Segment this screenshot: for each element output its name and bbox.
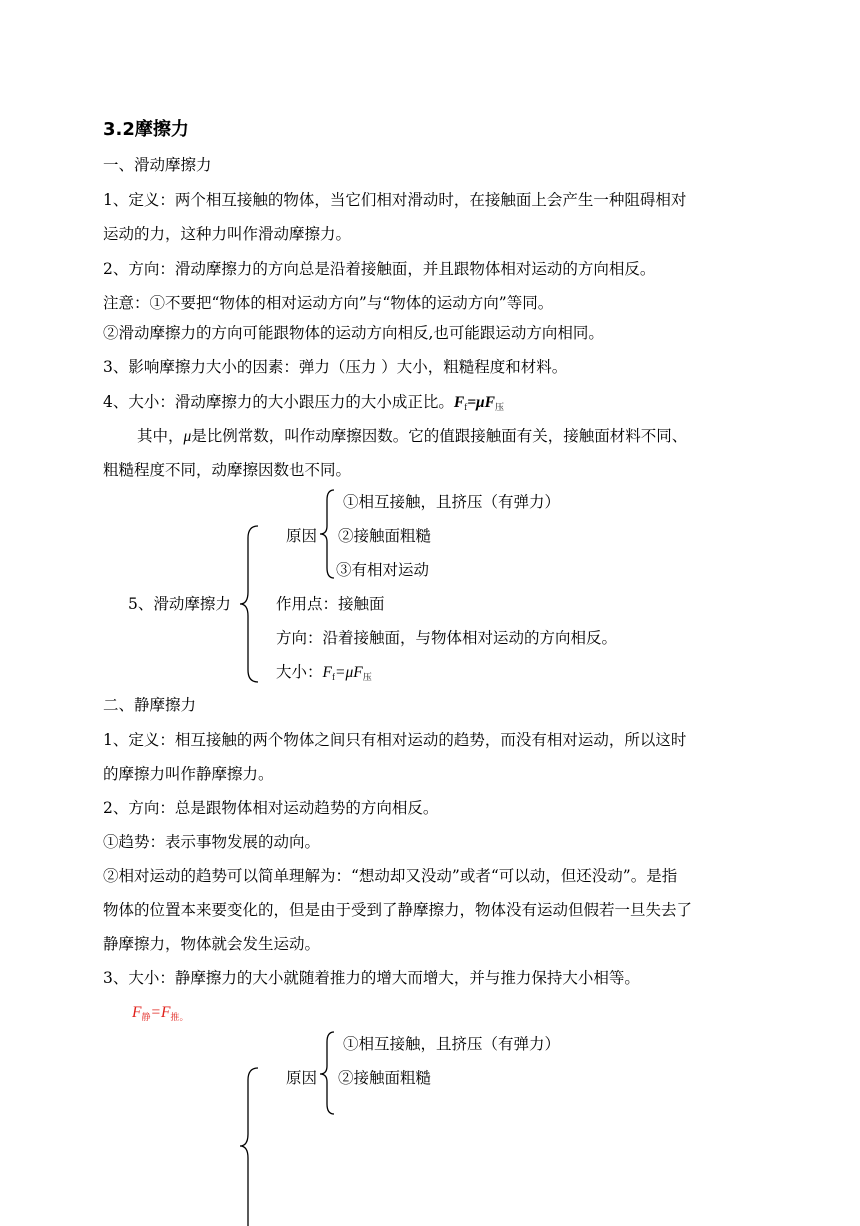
static-definition-line-1: 1、定义：相互接触的两个物体之间只有相对运动的趋势，而没有相对运动，所以这时 xyxy=(103,731,687,749)
summary-direction: 方向：沿着接触面，与物体相对运动的方向相反。 xyxy=(276,629,618,647)
note-2: ②滑动摩擦力的方向可能跟物体的运动方向相反,也可能跟运动方向相同。 xyxy=(103,324,604,342)
explain-line-2: 物体的位置本来要变化的，但是由于受到了静摩擦力，物体没有运动但假若一旦失去了 xyxy=(103,901,693,919)
definition-line-1: 1、定义：两个相互接触的物体，当它们相对滑动时，在接触面上会产生一种阻碍相对 xyxy=(103,191,687,209)
size-text: 4、大小：滑动摩擦力的大小跟压力的大小成正比。 xyxy=(103,393,454,411)
static-cause-label: 原因 xyxy=(286,1069,318,1087)
section-heading-static: 二、静摩擦力 xyxy=(103,696,197,714)
note-1: 注意：①不要把“物体的相对运动方向”与“物体的运动方向”等同。 xyxy=(103,294,554,312)
static-definition-line-2: 的摩擦力叫作静摩擦力。 xyxy=(103,765,274,783)
static-size: 3、大小：静摩擦力的大小就随着推力的增大而增大，并与推力保持大小相等。 xyxy=(103,969,640,987)
static-direction: 2、方向：总是跟物体相对运动趋势的方向相反。 xyxy=(103,799,439,817)
static-cause-brace xyxy=(318,1030,338,1116)
trend-text: ①趋势：表示事物发展的动向。 xyxy=(103,833,321,851)
mu-line-2: 粗糙程度不同，动摩擦因数也不同。 xyxy=(103,461,352,479)
cause-label: 原因 xyxy=(286,527,318,545)
friction-formula: $F_f=\mu F_压$ xyxy=(453,394,505,412)
explain-line-3: 静摩擦力，物体就会发生运动。 xyxy=(103,935,321,953)
outer-brace xyxy=(238,524,262,684)
direction-text: 2、方向：滑动摩擦力的方向总是沿着接触面，并且跟物体相对运动的方向相反。 xyxy=(103,260,656,278)
factors-text: 3、影响摩擦力大小的因素：弹力（压力 ）大小，粗糙程度和材料。 xyxy=(103,358,568,376)
cause-brace xyxy=(318,488,338,580)
cause-item: ③有相对运动 xyxy=(336,561,430,579)
cause-item: ②接触面粗糙 xyxy=(338,527,432,545)
summary-label: 5、滑动摩擦力 xyxy=(128,595,231,613)
action-point: 作用点：接触面 xyxy=(276,595,385,613)
static-cause-item: ①相互接触，且挤压（有弹力） xyxy=(343,1035,561,1053)
explain-line-1: ②相对运动的趋势可以简单理解为：“想动却又没动”或者“可以动，但还没动”。是指 xyxy=(103,867,678,885)
summary-size: 大小：$F_f=\mu F_压$ xyxy=(276,663,372,682)
static-formula: $F_静=F_{推。}$ xyxy=(132,1004,189,1023)
size-text-line xyxy=(103,392,504,417)
static-outer-brace xyxy=(238,1066,262,1226)
mu-line-1: 其中，μ是比例常数，叫作动摩擦因数。它的值跟接触面有关，接触面材料不同、 xyxy=(137,427,688,445)
definition-line-2: 运动的力，这种力叫作滑动摩擦力。 xyxy=(103,225,352,243)
section-heading-sliding: 一、滑动摩擦力 xyxy=(103,156,212,174)
static-cause-item: ②接触面粗糙 xyxy=(338,1069,432,1087)
page-title: 3.2摩擦力 xyxy=(103,119,189,140)
cause-item: ①相互接触，且挤压（有弹力） xyxy=(343,493,561,511)
